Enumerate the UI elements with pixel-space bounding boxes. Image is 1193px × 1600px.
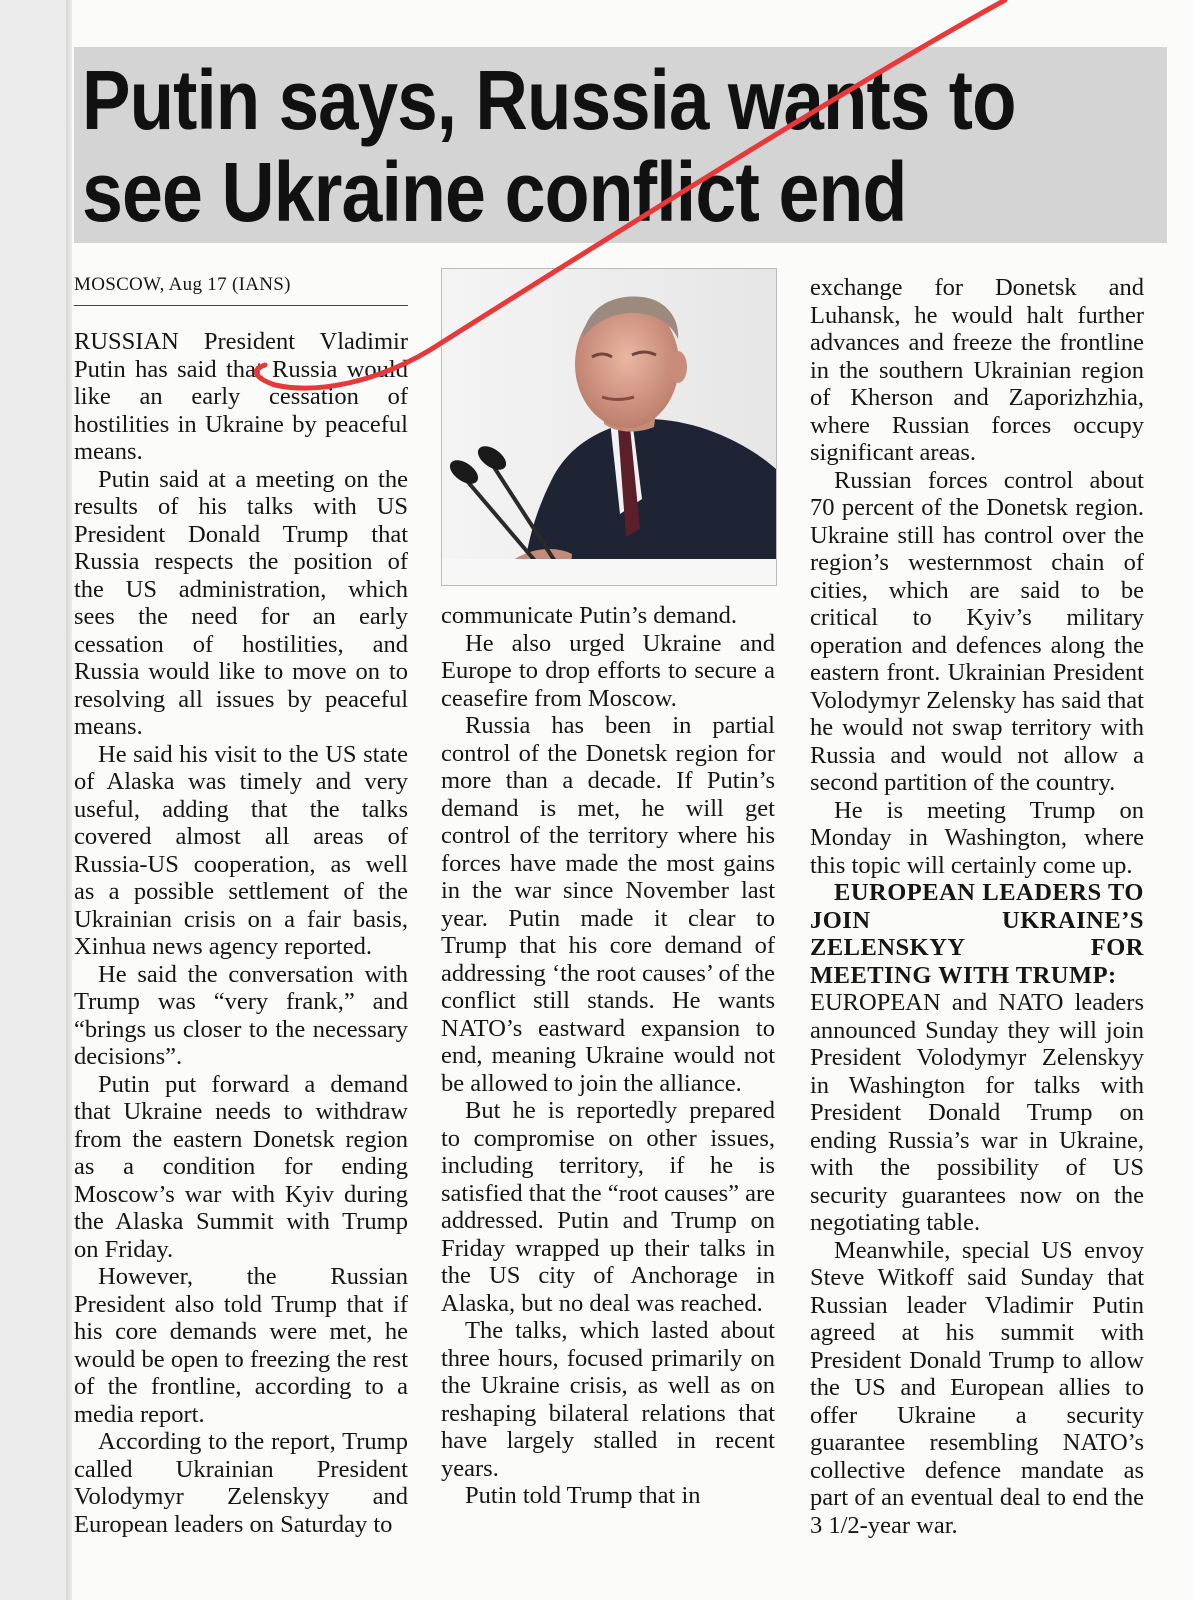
paragraph: Putin said at a meeting on the results of his talks with US President Donald Trump that Russia respects the position of the US administration, which sees the need for an early cessation of hostilities, and Russia would like to move on to resolving all issues by peaceful means. bbox=[74, 465, 408, 740]
paragraph: Russia has been in partial control of the Donetsk region for more than a decade. If Putin’s demand is met, he will get control of the territory where his forces have made the most gains in the war since November last year. Putin made it clear to Trump that his core demand of addressing ‘the root causes’ of the conflict still stands. He wants NATO’s eastward expansion to end, meaning Ukraine would not be allowed to join the alliance. bbox=[441, 712, 775, 1097]
paragraph: Russian forces control about 70 percent of the Donetsk region. Ukraine still has control over the region’s westernmost chain of cities, which are said to be critical to Kyiv’s military operation and defences along the eastern front. Ukrainian President Volodymyr Zelensky has said that he would not swap territory with Russia and would not allow a second partition of the country. bbox=[810, 466, 1144, 796]
paragraph: RUSSIAN President Vladimir Putin has said that Russia would like an early cessation of hostilities in Ukraine by peaceful means. bbox=[74, 328, 408, 465]
section-subhead: EUROPEAN LEADERS TO JOIN UKRAINE’S ZELENSKYY FOR MEETING WITH TRUMP: bbox=[810, 879, 1144, 989]
paragraph: EUROPEAN and NATO leaders announced Sunday they will join President Volodymyr Zelenskyy in Washington for talks with President Donald Trump on ending Russia’s war in Ukraine, with the possibility of US security guarantees now on the negotiating table. bbox=[810, 989, 1144, 1236]
paragraph: Putin put forward a demand that Ukraine needs to withdraw from the eastern Donetsk region as a condition for ending Moscow’s war with Kyiv during the Alaska Summit with Trump on Friday. bbox=[74, 1070, 408, 1263]
paragraph: He is meeting Trump on Monday in Washington, where this topic will certainly come up. bbox=[810, 796, 1144, 879]
putin-photo-illustration bbox=[442, 269, 776, 585]
paragraph: Putin told Trump that in bbox=[465, 1482, 701, 1509]
paragraph: The talks, which lasted about three hours, focused primarily on the Ukraine crisis, as well as on reshaping bilateral relations that have largely stalled in recent years. bbox=[441, 1317, 775, 1482]
paragraph: He said his visit to the US state of Alaska was timely and very useful, adding that the talks covered almost all areas of Russia-US cooperation, as well as a possible settlement of the Ukrainian crisis on a fair basis, Xinhua news agency reported. bbox=[74, 740, 408, 960]
paragraph: exchange for Donetsk and Luhansk, he would halt further advances and freeze the frontline in the southern Ukrainian region of Kherson and Zaporizhzhia, where Russian forces occupy significant areas. bbox=[810, 274, 1144, 466]
article-column-1 bbox=[74, 274, 408, 1544]
paragraph: communicate Putin’s demand. bbox=[441, 602, 737, 629]
paragraph: He also urged Ukraine and Europe to drop efforts to secure a ceasefire from Moscow. bbox=[441, 629, 775, 712]
paragraph: He said the conversation with Trump was “very frank,” and “brings us closer to the necessary decisions”. bbox=[74, 960, 408, 1070]
headline-banner bbox=[74, 47, 1167, 243]
paragraph: Meanwhile, special US envoy Steve Witkoff said Sunday that Russian leader Vladimir Putin agreed at his summit with President Donald Trump to allow the US and European allies to offer Ukraine a security guarantee resembling NATO’s collective defence mandate as part of an eventual deal to end the 3 1/2-year war. bbox=[810, 1236, 1144, 1539]
dateline: MOSCOW, Aug 17 (IANS) bbox=[74, 274, 408, 306]
article-column-2 bbox=[441, 602, 775, 1542]
article-column-3 bbox=[810, 274, 1144, 1544]
putin-photo bbox=[441, 268, 777, 586]
paragraph: However, the Russian President also told Trump that if his core demands were met, he would be open to freezing the rest of the frontline, according to a media report. bbox=[74, 1263, 408, 1428]
headline-line-2: see Ukraine conflict end bbox=[82, 145, 907, 239]
paragraph: According to the report, Trump called Ukrainian President Volodymyr Zelenskyy and European leaders on Saturday to bbox=[74, 1428, 408, 1538]
headline-line-1: Putin says, Russia wants to bbox=[82, 53, 1016, 147]
paragraph: But he is reportedly prepared to compromise on other issues, including territory, if he is satisfied that the “root causes” are addressed. Putin and Trump on Friday wrapped up their talks in the US city of Anchorage in Alaska, but no deal was reached. bbox=[441, 1097, 775, 1317]
